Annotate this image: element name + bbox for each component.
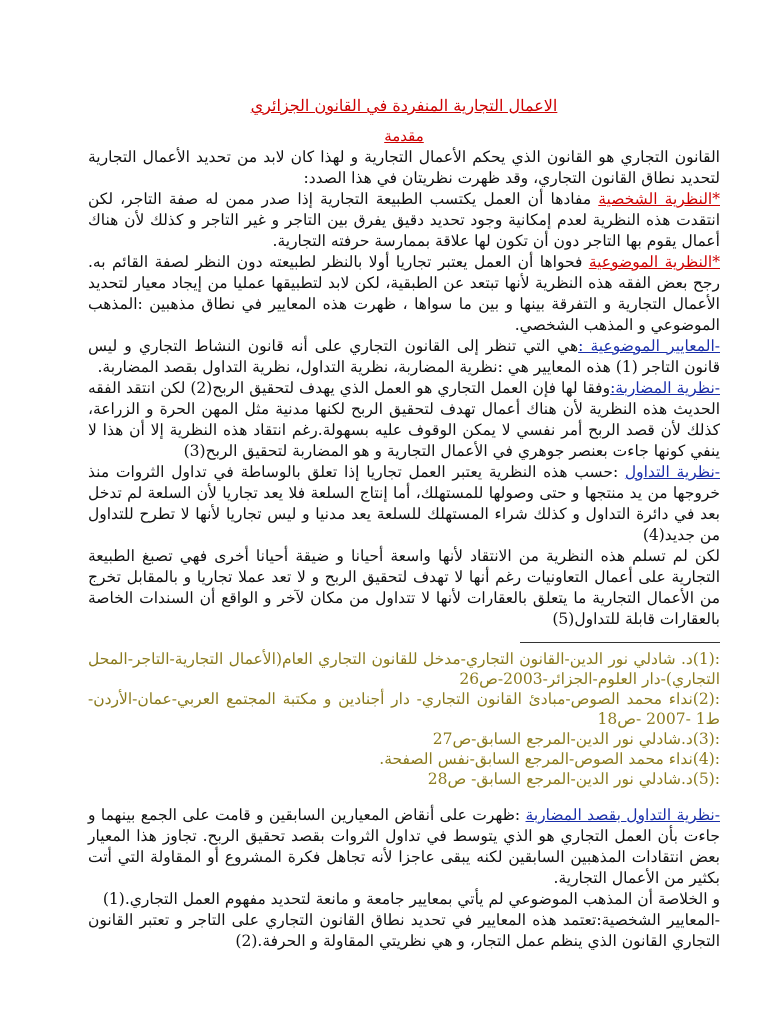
personal-criteria-paragraph: -المعايير الشخصية:تعتمد هذه المعايير في تحديد نطاق القانون التجاري على التاجر و تعتبر القانون التجاري القانون الذي ينظم عمل التجار، و هي نظريتي المقاولة و الحرفة.(2) (88, 911, 720, 950)
footnote-2: :(2)نداء محمد الصوص-مبادئ القانون التجاري- دار أجنادين و مكتبة المجتمع العربي-عمان-الأردن-ط1 -2007 -ص18 (88, 690, 720, 728)
footnote-4: :(4)نداء محمد الصوص-المرجع السابق-نفس الصفحة. (379, 750, 720, 768)
speculation-paragraph (88, 378, 720, 462)
intro-paragraph: القانون التجاري هو القانون الذي يحكم الأعمال التجارية و لهذا كان لابد من تحديد الأعمال التجارية لتحديد نطاق القانون التجاري، وقد ظهرت نظريتان في هذا الصدد: (88, 148, 720, 187)
objective-criteria-text: هي التي تنظر إلى القانون التجاري على أنه قانون النشاط التجاري و ليس قانون التاجر (1) هذه المعايير هي :نظرية المضاربة، نظرية التداول، نظرية التداول بقصد المضاربة. (88, 337, 720, 376)
circulation-speculation-text: :ظهرت على أنقاض المعيارين السابقين و قامت على الجمع بينهما و جاءت بأن العمل التجاري هو الذي يتوسط في تداول الثروات بقصد تحقيق الربح. تجاوز هذا المعيار بعض انتقادات المذهبين السابقين لكنه يبقى عاجزا لأنه تجاهل فكرة المشروع أو المقاولة التي أتت بكثير من الأعمال التجارية. (88, 806, 720, 887)
footnote-5: :(5)د.شادلي نور الدين-المرجع السابق- ص28 (427, 770, 720, 788)
circulation-label: -نظرية التداول (624, 463, 720, 481)
footnote-1: :(1)د. شادلي نور الدين-القانون التجاري-مدخل للقانون التجاري العام(الأعمال التجارية-التاجر-المحل التجاري)-دار العلوم-الجزائر-2003-ص26 (88, 650, 720, 688)
circulation-speculation-label: -نظرية التداول بقصد المضاربة (525, 806, 720, 824)
document-page (88, 96, 720, 952)
circulation-speculation-paragraph (88, 805, 720, 889)
speculation-text: وفقا لها فإن العمل التجاري هو العمل الذي يهدف لتحقيق الربح(2) لكن انتقد الفقه الحديث هذه النظرية لأن هناك أعمال تهدف لتحقيق الربح لكنها مدنية مثل المهن الحرة و الزراعة، كذلك لأن قصد الربح أمر نفسي لا يمكن الوقوف عليه بسهولة.رغم انتقاد هذه النظرية إلا أن هذا لا ينفي كونها جاءت بعنصر جوهري في الأعمال التجارية و هو المضاربة لتحقيق الربح(3) (88, 379, 720, 460)
spacer (88, 789, 720, 805)
intro-heading: مقدمة (384, 127, 424, 145)
objective-criteria-label: -المعايير الموضوعية : (578, 337, 720, 355)
personal-theory-paragraph (88, 189, 720, 252)
footnote-divider (520, 642, 720, 643)
circulation-text: :حسب هذه النظرية يعتبر العمل تجاريا إذا تعلق بالوساطة في تداول الثروات منذ خروجها من يد منتجها و حتى وصولها للمستهلك، أما إنتاج السلعة فلا يعد تجاريا لأن السلعة لم تدخل بعد في دائرة التداول و كذلك شراء المستهلك للسلعة يعد مدنيا و ليس تجاريا لأنها لا تطرح للتداول من جديد(4) (88, 463, 720, 544)
personal-theory-text: مفادها أن العمل يكتسب الطبيعة التجارية إذا صدر ممن له صفة التاجر، لكن انتقدت هذه النظرية لعدم إمكانية وجود تحديد دقيق يفرق بين التاجر و غير التاجر و كذلك لأن هناك أعمال يقوم بها التاجر دون أن تكون لها علاقة بممارسة حرفته التجارية. (88, 190, 720, 250)
personal-theory-label: *النظرية الشخصية (598, 190, 720, 208)
speculation-label: -نظرية المضاربة: (610, 379, 720, 397)
circulation-paragraph (88, 462, 720, 546)
objective-criteria-paragraph (88, 336, 720, 378)
footnote-3: :(3)د.شادلي نور الدين-المرجع السابق-ص27 (432, 730, 720, 748)
conclusion-paragraph: و الخلاصة أن المذهب الموضوعي لم يأتي بمعايير جامعة و مانعة لتحديد مفهوم العمل التجاري.(1) (102, 890, 720, 908)
document-title: الاعمال التجارية المنفردة في القانون الجزائري (250, 96, 558, 115)
objective-theory-label: *النظرية الموضوعية (588, 253, 720, 271)
objective-theory-text: فحواها أن العمل يعتبر تجاريا أولا بالنظر لطبيعته دون النظر لصفة القائم به. رجح بعض الفقه هذه النظرية لأنها تبتعد عن الطبقية، لكن لابد لتطبيقها عمليا من إيجاد معيار لتحديد الأعمال التجارية و التفرقة بينها و بين ما سواها ، ظهرت هذه المعايير في نطاق مذهبين :المذهب الموضوعي و المذهب الشخصي. (88, 253, 720, 334)
objective-theory-paragraph (88, 252, 720, 336)
critique-paragraph: لكن لم تسلم هذه النظرية من الانتقاد لأنها واسعة أحيانا و ضيقة أحيانا أخرى فهي تصبغ الطبيعة التجارية على أعمال التعاونيات رغم أنها لا تهدف لتحقيق الربح و لا تعد عملا تجاريا و بالمقابل تخرج من الأعمال التجارية ما يتعلق بالعقارات لأنها لا تتداول من مكان لآخر و الواقع أن السندات الخاصة بالعقارات قابلة للتداول(5) (88, 547, 720, 628)
